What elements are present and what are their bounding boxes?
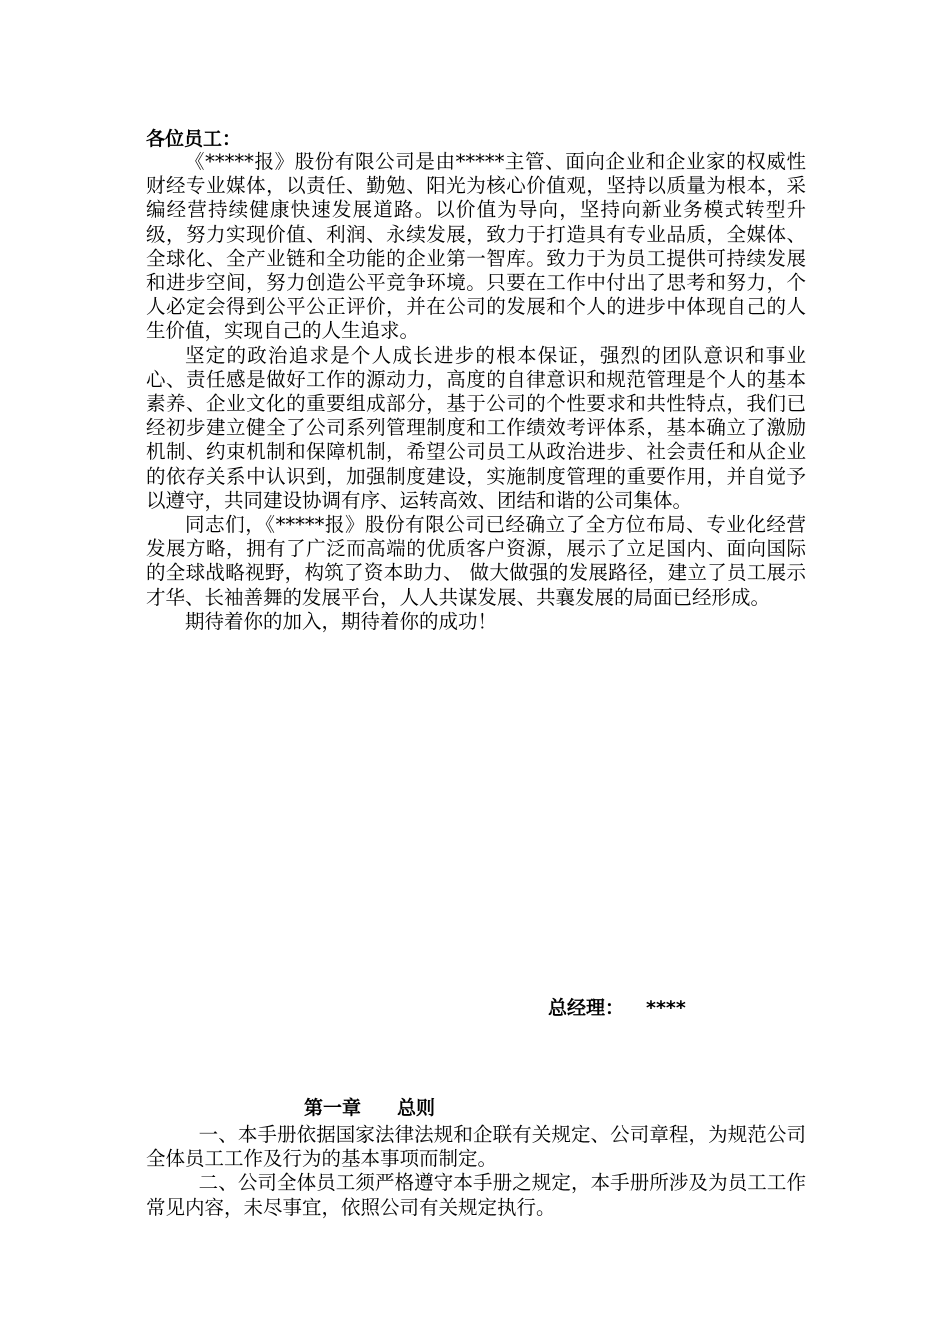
letter-greeting: 各位员工： — [146, 128, 242, 150]
chapter-paragraph: 一、本手册依据国家法律法规和企联有关规定、公司章程，为规范公司全体员工工作及行为的基本事项而制定。 — [146, 1123, 806, 1171]
signature-name: **** — [646, 997, 686, 1019]
chapter-heading — [304, 1096, 435, 1120]
letter-paragraph: 期待着你的加入，期待着你的成功！ — [185, 609, 498, 633]
signature-line — [548, 996, 686, 1020]
letter-body — [146, 150, 806, 634]
chapter-title: 总则 — [397, 1097, 436, 1119]
chapter-number: 第一章 — [304, 1097, 362, 1119]
letter-paragraph: 坚定的政治追求是个人成长进步的根本保证，强烈的团队意识和事业心、责任感是做好工作的源动力，高度的自律意识和规范管理是个人的基本素养、企业文化的重要组成部分，基于公司的个性要求和共性特点，我们已经初步建立健全了公司系列管理制度和工作绩效考评体系，基本确立了激励机制、约束机制和保障机制，希望公司员工从政治进步、社会责任和从企业的依存关系中认识到，加强制度建设，实施制度管理的重要作用，并自觉予以遵守，共同建设协调有序、运转高效、团结和谐的公司集体。 — [146, 343, 806, 512]
chapter-paragraph: 二、公司全体员工须严格遵守本手册之规定，本手册所涉及为员工工作常见内容，未尽事宜，依照公司有关规定执行。 — [146, 1171, 806, 1219]
signature-label: 总经理： — [548, 997, 625, 1019]
letter-paragraph: 《*****报》股份有限公司是由*****主管、面向企业和企业家的权威性财经专业媒体，以责任、勤勉、阳光为核心价值观，坚持以质量为根本，采编经营持续健康快速发展道路。以价值为导向，坚持向新业务模式转型升级，努力实现价值、利润、永续发展，致力于打造具有专业品质，全媒体、全球化、全产业链和全功能的企业第一智库。致力于为员工提供可持续发展和进步空间，努力创造公平竞争环境。只要在工作中付出了思考和努力，个人必定会得到公平公正评价，并在公司的发展和个人的进步中体现自己的人生价值，实现自己的人生追求。 — [146, 150, 806, 343]
letter-paragraph: 同志们，《*****报》股份有限公司已经确立了全方位布局、专业化经营发展方略，拥有了广泛而高端的优质客户资源，展示了立足国内、面向国际的全球战略视野，构筑了资本助力、 做大做强的发展路径，建立了员工展示才华、长袖善舞的发展平台，人人共谋发展、共襄发展的局面已经形成。 — [146, 513, 806, 609]
chapter-body — [146, 1123, 806, 1220]
